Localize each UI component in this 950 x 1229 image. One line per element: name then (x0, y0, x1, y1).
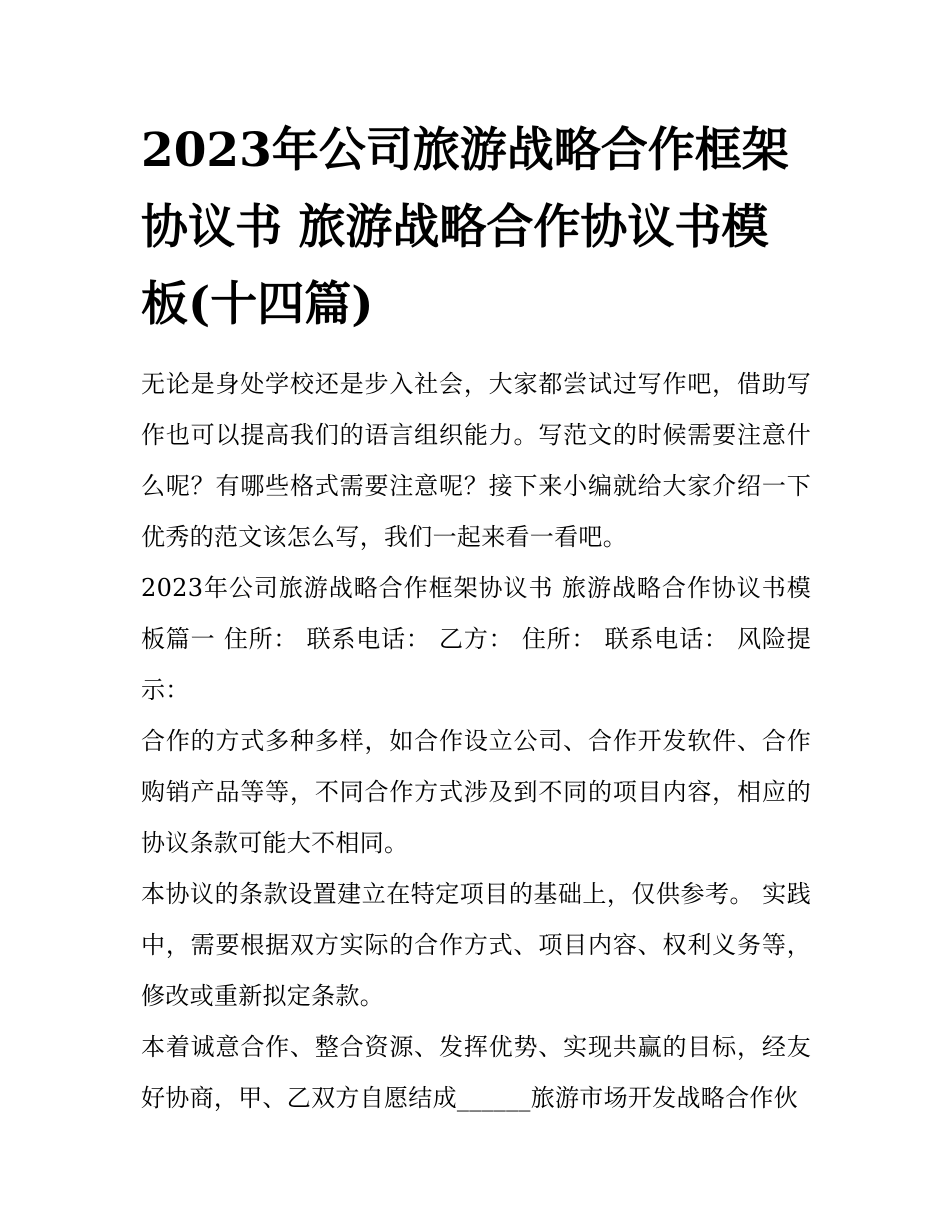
agreement-header-paragraph: 2023年公司旅游战略合作框架协议书 旅游战略合作协议书模板篇一 住所： 联系电话： 乙方： 住所： 联系电话： 风险提示： (141, 574, 811, 704)
document-body (141, 112, 811, 1124)
cooperation-goal-paragraph: 本着诚意合作、整合资源、发挥优势、实现共赢的目标，经友好协商，甲、乙双方自愿结成______旅游市场开发战略合作伙 (141, 1033, 811, 1112)
clause-note-paragraph: 本协议的条款设置建立在特定项目的基础上，仅供参考。 实践中，需要根据双方实际的合作方式、项目内容、权利义务等，修改或重新拟定条款。 (141, 880, 811, 1010)
intro-paragraph: 无论是身处学校还是步入社会，大家都尝试过写作吧，借助写作也可以提高我们的语言组织能力。写范文的时候需要注意什么呢？有哪些格式需要注意呢？接下来小编就给大家介绍一下优秀的范文该怎么写，我们一起来看一看吧。 (141, 370, 811, 551)
cooperation-methods-paragraph: 合作的方式多种多样，如合作设立公司、合作开发软件、合作购销产品等等，不同合作方式涉及到不同的项目内容，相应的协议条款可能大不相同。 (141, 727, 811, 857)
document-title: 2023年公司旅游战略合作框架协议书 旅游战略合作协议书模板(十四篇) (141, 123, 789, 332)
